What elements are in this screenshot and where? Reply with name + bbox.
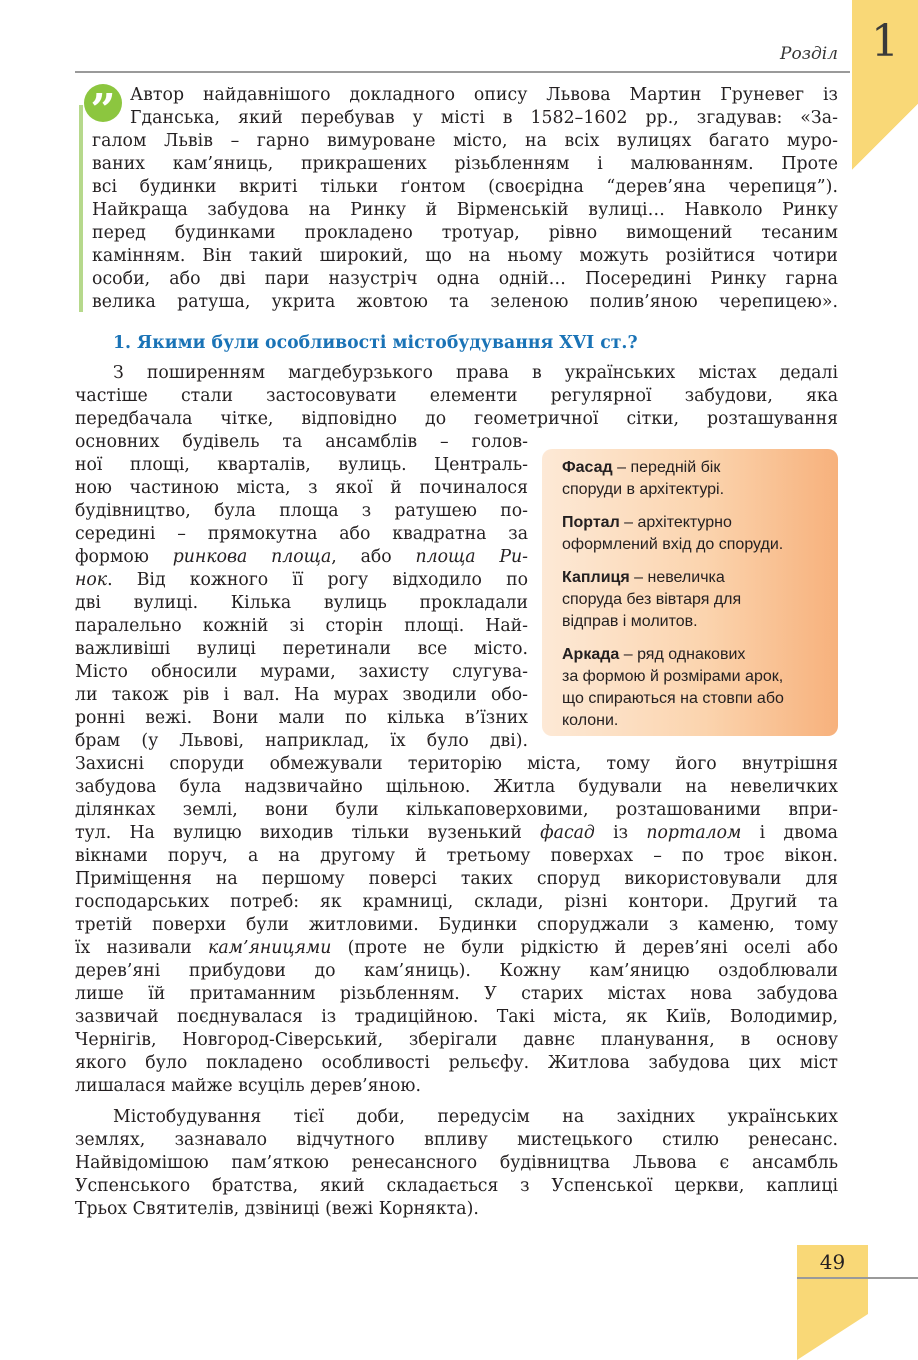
glossary-chapel: Каплиця – невеличка bbox=[562, 569, 725, 586]
text-line: тул. На вулицю виходив тільки вузенький фасад із порталом і двома bbox=[75, 823, 838, 843]
chapter-tab-fold bbox=[852, 72, 918, 202]
text-line: забудова була надзвичайно щільною. Житла будували на невеличких bbox=[75, 777, 838, 797]
quote-line: особи, або дві пари назустріч одна одній… Посередині Ринку гарна bbox=[92, 269, 838, 289]
glossary-chapel-def: споруда без вівтаря для bbox=[562, 591, 742, 608]
glossary-facade-def: споруди в архітектурі. bbox=[562, 481, 725, 498]
text-line: Успенського братства, який складається з Успенської церкви, каплиці bbox=[75, 1176, 838, 1196]
section-label: Розділ bbox=[780, 44, 838, 64]
text-line: частіше стали застосовувати елементи регулярної забудови, яка bbox=[75, 386, 838, 406]
term-kamianytsi: кам’яницями bbox=[208, 938, 332, 958]
text-line: ронні вежі. Вони мали по кілька в’їзних bbox=[75, 708, 528, 728]
quote-bar bbox=[79, 105, 83, 312]
text-line: основних будівель та ансамблів – голов- bbox=[75, 432, 528, 452]
text-line: землях, зазнавало відчутного впливу мистецького стилю ренесанс. bbox=[75, 1130, 838, 1150]
glossary-chapel-def: відправ і молитов. bbox=[562, 613, 698, 630]
text-line: вікнами поруч, а на другому й третьому поверхах – по троє вікон. bbox=[75, 846, 838, 866]
footer-rule bbox=[797, 1277, 918, 1279]
text-line: Місто обносили мурами, захисту слугува- bbox=[75, 662, 528, 682]
term-market-square: ринкова площа bbox=[172, 547, 332, 567]
text-line: третій поверхи були житловими. Будинки споруджали з каменю, тому bbox=[75, 915, 838, 935]
text-line: формою ринкова площа, або площа Ри- bbox=[75, 547, 528, 567]
text-line: Найвідомішою пам’яткою ренесансного будівництва Львова є ансамбль bbox=[75, 1153, 838, 1173]
quote-line: Гданська, який перебував у місті в 1582–1602 рр., згадував: «За- bbox=[130, 108, 838, 128]
text-line: їх називали кам’яницями (проте не були рідкістю й дерев’яні оселі або bbox=[75, 938, 838, 958]
term-square-rynok: площа Ри- bbox=[415, 547, 528, 567]
text-line: Чернігів, Новгород-Сіверський, зберігали давнє планування, в основу bbox=[75, 1030, 838, 1050]
term-portal: порталом bbox=[646, 823, 742, 843]
glossary-portal: Портал – архітектурно bbox=[562, 514, 732, 531]
text-line: зазвичай поєднувалася із традиційною. Такі міста, як Київ, Володимир, bbox=[75, 1007, 838, 1027]
text-line: якого було покладено особливості рельєфу. Житлова забудова цих міст bbox=[75, 1053, 838, 1073]
quote-line: галом Львів – гарно вимуроване місто, на всіх вулицях багато муро- bbox=[92, 131, 838, 151]
header-rule bbox=[75, 71, 850, 73]
text-line: Трьох Святителів, дзвіниці (вежі Корнякта). bbox=[75, 1199, 479, 1219]
text-line: З поширенням магдебурзького права в українських містах дедалі bbox=[113, 363, 838, 383]
chapter-number: 1 bbox=[871, 16, 899, 67]
quote-line: камінням. Він такий широкий, що на ньому можуть розійтися чотири bbox=[92, 246, 838, 266]
glossary-box bbox=[542, 449, 838, 736]
text-line: Містобудування тієї доби, передусім на західних українських bbox=[113, 1107, 838, 1127]
quote-line: перед будинками прокладено тротуар, рівно вимощений тесаним bbox=[92, 223, 838, 243]
text-line: ли також рів і вал. На мурах зводили обо- bbox=[75, 685, 528, 705]
quote-line: велика ратуша, укрита жовтою та зеленою полив’яною черепицею». bbox=[92, 292, 838, 312]
text-line: лише їй притаманним різьбленням. У старих містах нова забудова bbox=[75, 984, 838, 1004]
text-line: ної площі, кварталів, вулиць. Централь- bbox=[75, 455, 528, 475]
text-line: ною частиною міста, з якої й починалося bbox=[75, 478, 528, 498]
quote-line: всі будинки вкриті тільки ґонтом (своєрідна “дерев’яна черепиця”). bbox=[92, 177, 838, 197]
text-line: господарських потреб: як крамниці, склади, різні контори. Другий та bbox=[75, 892, 838, 912]
section-heading: 1. Якими були особливості містобудування XVI ст.? bbox=[113, 333, 638, 353]
page-number: 49 bbox=[819, 1250, 846, 1274]
text-line: ділянках землі, вони були кількаповерховими, розташованими впри- bbox=[75, 800, 838, 820]
text-line: важливіші вулиці перетинали все місто. bbox=[75, 639, 528, 659]
quote-marks-icon: ” bbox=[84, 84, 122, 122]
text-line: дві вулиці. Кілька вулиць прокладали bbox=[75, 593, 528, 613]
text-line: паралельно кожній зі сторін площі. Най- bbox=[75, 616, 528, 636]
text-line: передбачала чітке, відповідно до геометричної сітки, розташування bbox=[75, 409, 838, 429]
text-line: дерев’яні прибудови до кам’яниць). Кожну кам’яницю оздоблювали bbox=[75, 961, 838, 981]
text-line: середині – прямокутна або квадратна за bbox=[75, 524, 528, 544]
glossary-arcade: Аркада – ряд однакових bbox=[562, 646, 746, 663]
quote-line: Автор найдавнішого докладного опису Львова Мартин Груневег із bbox=[130, 85, 838, 105]
text-line: нок. Від кожного її рогу відходило по bbox=[75, 570, 528, 590]
text-line: будівництво, була площа з ратушею по- bbox=[75, 501, 528, 521]
text-line: Приміщення на першому поверсі таких споруд використовували для bbox=[75, 869, 838, 889]
glossary-arcade-def: колони. bbox=[562, 712, 619, 729]
quote-line: ваних кам’яниць, прикрашених різьбленням і малюванням. Проте bbox=[92, 154, 838, 174]
text-line: лишалася майже всуціль дерев’яною. bbox=[75, 1076, 421, 1096]
text-line: Захисні споруди обмежували територію міста, тому його внутрішня bbox=[75, 754, 838, 774]
glossary-arcade-def: за формою й розмірами арок, bbox=[562, 668, 784, 685]
glossary-facade: Фасад – передній бік bbox=[562, 459, 721, 476]
text-line: брам (у Львові, наприклад, їх було дві). bbox=[75, 731, 528, 751]
quote-line: Найкраща забудова на Ринку й Вірменській вулиці… Навколо Ринку bbox=[92, 200, 838, 220]
glossary-arcade-def: що спираються на стовпи або bbox=[562, 690, 784, 707]
glossary-portal-def: оформлений вхід до споруди. bbox=[562, 536, 784, 553]
term-facade: фасад bbox=[540, 823, 595, 843]
